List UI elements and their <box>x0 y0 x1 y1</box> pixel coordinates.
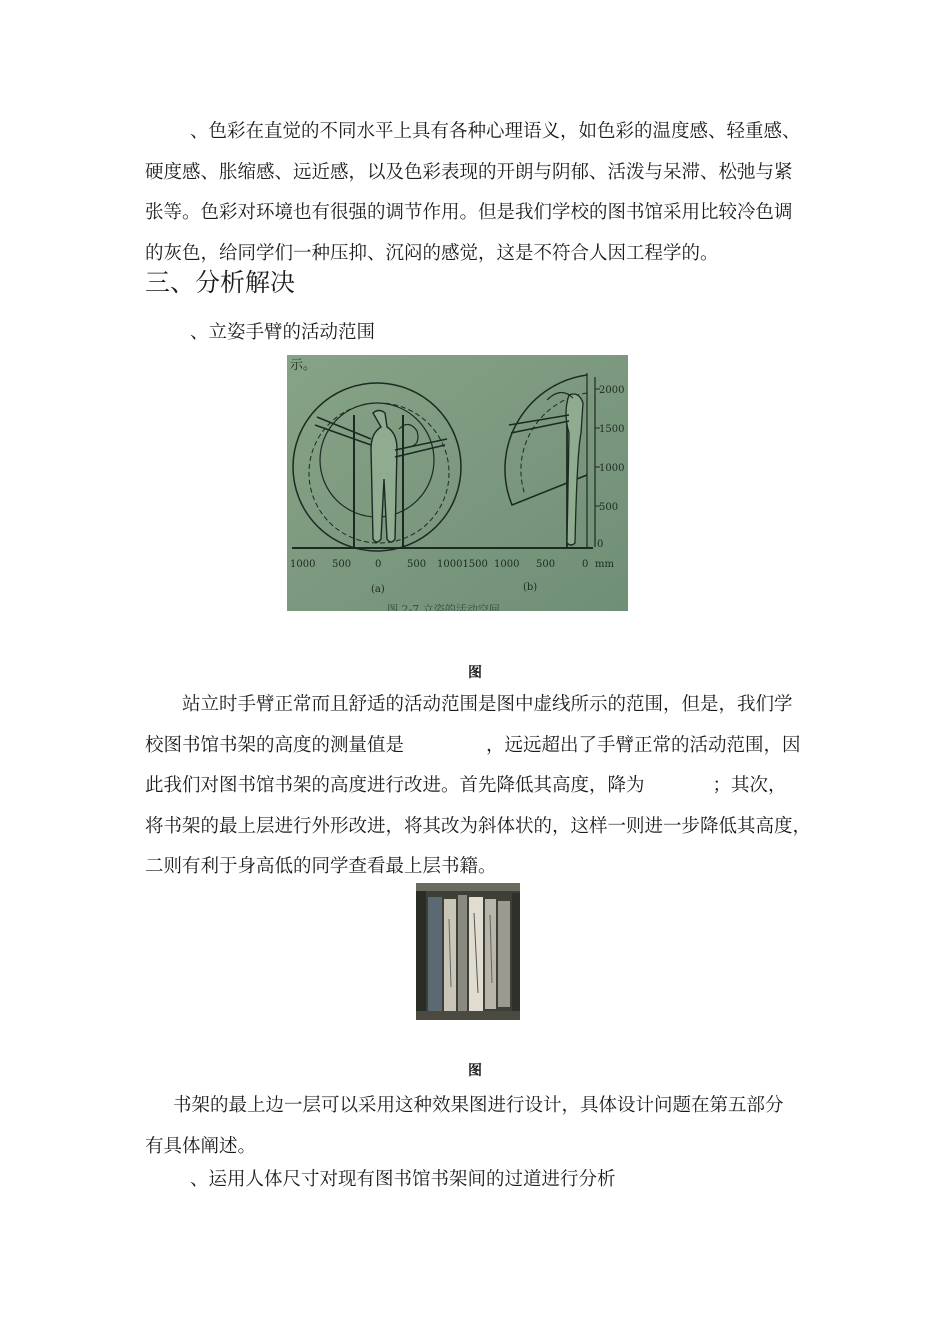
xtick-1000-b: 1000 <box>494 559 520 570</box>
figure-corner-text: 示。 <box>290 358 317 373</box>
para1-line4: 的灰色，给同学们一种压抑、沉闷的感觉，这是不符合人因工程学的。 <box>145 242 719 264</box>
tick-500: 500 <box>599 502 619 513</box>
label-b: (b) <box>523 582 538 593</box>
xtick-500-a: 500 <box>407 559 427 570</box>
figure2-caption: 图 <box>468 1063 482 1079</box>
subsection-aisle-analysis: 、运用人体尺寸对现有图书馆书架间的过道进行分析 <box>190 1169 616 1190</box>
bookshelf-photo-image <box>416 883 520 1020</box>
figure1-caption: 图 <box>468 665 482 681</box>
xtick-10001500: 10001500 <box>437 559 488 570</box>
para2-line2-start: 校图书馆书架的高度的测量值是 <box>145 734 405 756</box>
para2-line2-end: ，远远超出了手臂正常的活动范围，因 <box>486 734 801 756</box>
para2-line4: 将书架的最上层进行外形改进，将其改为斜体状的，这样一则进一步降低其高度， <box>145 815 812 837</box>
figure-bottom-caption: 图 2-7 立姿的活动空间 <box>387 603 500 611</box>
para1-line2: 硬度感、胀缩感、远近感，以及色彩表现的开朗与阴郁、活泼与呆滞、松弛与紧 <box>145 161 793 183</box>
para3-line2: 有具体阐述。 <box>145 1135 257 1157</box>
para2-line3-end: ；其次， <box>712 775 787 796</box>
tick-0: 0 <box>597 539 604 550</box>
para2-line5: 二则有利于身高低的同学查看最上层书籍。 <box>145 856 497 877</box>
section-heading: 三、分析解决 <box>145 268 296 297</box>
subsection-arm-range: 、立姿手臂的活动范围 <box>190 322 376 343</box>
para2-line2 <box>145 726 809 767</box>
paragraph-color-psychology <box>145 112 809 274</box>
xtick-mm: mm <box>595 559 614 570</box>
xtick-0-b: 0 <box>582 559 589 570</box>
para1-line1: 、色彩在直觉的不同水平上具有各种心理语义，如色彩的温度感、轻重感、 <box>190 121 801 142</box>
xtick-0-a: 0 <box>375 559 382 570</box>
tick-1000: 1000 <box>599 463 625 474</box>
para2-line1: 站立时手臂正常而且舒适的活动范围是图中虚线所示的范围，但是，我们学 <box>182 694 793 715</box>
tick-2000: 2000 <box>599 385 625 396</box>
paragraph-top-shelf-design <box>145 1086 809 1167</box>
bookshelf-photo <box>416 883 520 1020</box>
xtick-500-b: 500 <box>536 559 556 570</box>
arm-range-diagram <box>287 355 628 611</box>
xtick-500-left: 500 <box>332 559 352 570</box>
arm-range-figure <box>287 355 628 611</box>
para1-line3: 张等。色彩对环境也有很强的调节作用。但是我们学校的图书馆采用比较冷色调 <box>145 202 793 223</box>
xtick-1000-left: 1000 <box>290 559 316 570</box>
para2-line3 <box>145 766 809 807</box>
para2-line3-start: 此我们对图书馆书架的高度进行改进。首先降低其高度，降为 <box>145 775 645 796</box>
para3-line1: 书架的最上边一层可以采用这种效果图进行设计，具体设计问题在第五部分 <box>173 1095 784 1116</box>
paragraph-shelf-height <box>145 685 812 888</box>
tick-1500: 1500 <box>599 424 625 435</box>
label-a: (a) <box>371 584 385 595</box>
